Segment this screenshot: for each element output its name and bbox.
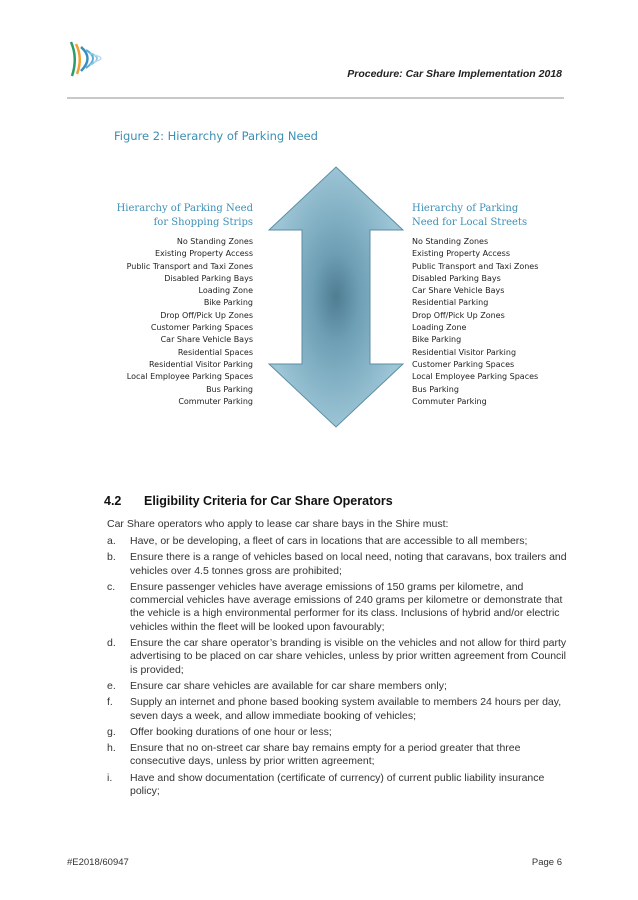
criteria-item xyxy=(107,637,567,677)
criteria-text: Have and show documentation (certificate of currency) of current public liability insurance policy; xyxy=(130,771,545,798)
criteria-text: Ensure car share vehicles are available for car share members only; xyxy=(130,679,447,692)
criteria-item xyxy=(107,680,567,693)
criteria-item xyxy=(107,742,567,769)
criteria-text: Have, or be developing, a fleet of cars in locations that are accessible to all members; xyxy=(130,535,528,547)
criteria-letter: h. xyxy=(107,742,116,755)
list-item: Drop Off/Pick Up Zones xyxy=(412,310,505,320)
list-item: Car Share Vehicle Bays xyxy=(412,286,505,296)
list-item: Public Transport and Taxi Zones xyxy=(126,261,253,271)
list-item: Commuter Parking xyxy=(412,396,487,406)
list-item: No Standing Zones xyxy=(176,237,253,246)
list-item: Residential Visitor Parking xyxy=(148,359,253,369)
shopping-strips-heading xyxy=(117,202,253,229)
list-item: Loading Zone xyxy=(412,323,467,333)
criteria-text: Offer booking durations of one hour or less; xyxy=(130,725,332,738)
list-item: Local Employee Parking Spaces xyxy=(412,372,539,382)
section-heading xyxy=(104,494,393,508)
list-item: Bus Parking xyxy=(412,384,459,394)
list-item: Customer Parking Spaces xyxy=(412,359,515,369)
criteria-text: Ensure passenger vehicles have average emissions of 150 grams per kilometre, and commercial vehicles have average emissions of 240 grams per kilometre or demonstrate that the vehicle is a high environmental performer for its class. Inclusions of hybrid and/or electric vehicles within the fleet will be looked upon favourably; xyxy=(130,580,563,633)
shopping-strips-heading-line2: for Shopping Strips xyxy=(153,216,253,228)
list-item: Existing Property Access xyxy=(412,249,511,259)
criteria-item xyxy=(107,551,567,578)
criteria-letter: f. xyxy=(107,696,113,709)
list-item: Loading Zone xyxy=(198,286,253,296)
list-item: Local Employee Parking Spaces xyxy=(126,372,253,382)
local-streets-list xyxy=(412,236,538,408)
section-intro: Car Share operators who apply to lease car share bays in the Shire must: xyxy=(107,518,449,530)
list-item: Public Transport and Taxi Zones xyxy=(412,261,539,271)
criteria-item xyxy=(107,581,567,634)
criteria-text: Ensure the car share operator’s branding is visible on the vehicles and not allow for third party advertising to be placed on car share vehicles, unless by prior written agreement from Council is provided; xyxy=(130,637,567,676)
criteria-item xyxy=(107,535,567,548)
local-streets-heading-line2: Need for Local Streets xyxy=(412,216,528,228)
criteria-letter: a. xyxy=(107,535,116,547)
list-item: Bus Parking xyxy=(206,384,253,394)
list-item: Drop Off/Pick Up Zones xyxy=(160,310,253,320)
figure-caption: Figure 2: Hierarchy of Parking Need xyxy=(114,129,318,143)
header-title: Procedure: Car Share Implementation 2018 xyxy=(347,68,562,80)
list-item: Disabled Parking Bays xyxy=(412,273,501,283)
criteria-letter: e. xyxy=(107,679,116,692)
local-streets-heading-line1: Hierarchy of Parking xyxy=(412,203,519,214)
criteria-letter: i. xyxy=(107,771,113,784)
list-item: Customer Parking Spaces xyxy=(150,323,253,333)
list-item: Disabled Parking Bays xyxy=(164,273,253,283)
criteria-list xyxy=(107,535,567,801)
criteria-text: Supply an internet and phone based booking system available to members 24 hours per day, seven days a week, and allow immediate booking of vehicles; xyxy=(130,696,562,722)
criteria-item xyxy=(107,772,567,799)
criteria-text: Ensure that no on-street car share bay remains empty for a period greater that three consecutive days, unless by prior written agreement; xyxy=(130,742,521,768)
criteria-text: Ensure there is a range of vehicles based on local need, noting that caravans, box trailers and vehicles over 4.5 tonnes gross are prohibited; xyxy=(130,551,567,577)
criteria-letter: c. xyxy=(107,580,116,593)
list-item: Bike Parking xyxy=(203,298,253,308)
list-item: No Standing Zones xyxy=(412,237,489,246)
document-id: #E2018/60947 xyxy=(67,857,129,868)
page-number: Page 6 xyxy=(531,857,562,868)
list-item: Residential Spaces xyxy=(177,347,253,357)
local-streets-heading xyxy=(412,202,538,229)
council-logo-icon xyxy=(68,40,110,80)
shopping-strips-heading-line1: Hierarchy of Parking Need xyxy=(116,203,253,214)
section-title: Eligibility Criteria for Car Share Operators xyxy=(144,494,393,508)
section-number: 4.2 xyxy=(104,494,122,508)
header-divider xyxy=(67,97,564,99)
criteria-letter: d. xyxy=(107,637,116,650)
double-arrow-icon xyxy=(268,166,404,428)
list-item: Residential Visitor Parking xyxy=(412,347,517,357)
list-item: Bike Parking xyxy=(412,335,462,345)
criteria-item xyxy=(107,696,567,723)
criteria-letter: b. xyxy=(107,551,116,564)
shopping-strips-column xyxy=(117,202,253,408)
shopping-strips-list xyxy=(117,236,253,408)
criteria-item xyxy=(107,726,567,739)
local-streets-column xyxy=(412,202,538,408)
list-item: Existing Property Access xyxy=(154,249,253,259)
list-item: Commuter Parking xyxy=(178,396,253,406)
list-item: Residential Parking xyxy=(412,298,489,308)
criteria-letter: g. xyxy=(107,725,116,738)
list-item: Car Share Vehicle Bays xyxy=(160,335,253,345)
